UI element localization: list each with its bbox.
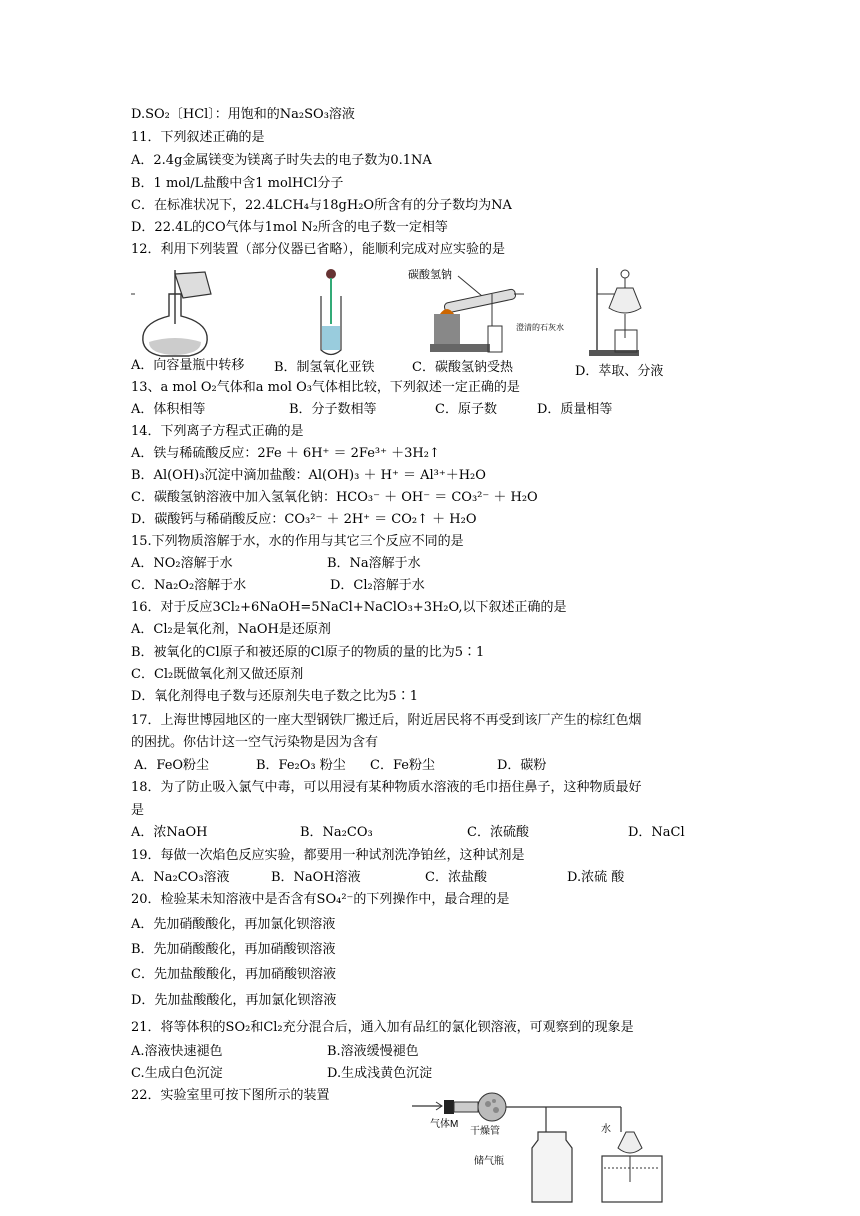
question-22: 22．实验室里可按下图所示的装置 (131, 1088, 330, 1103)
q19-option-d: D.浓硫 酸 (567, 870, 625, 885)
figure-caption-b: B．制氢氧化亚铁 (274, 360, 375, 375)
question-16: 16．对于反应3Cl₂+6NaOH=5NaCl+NaClO₃+3H₂O,以下叙述正确的是 (131, 600, 567, 615)
question-17-cont: 的困扰。你估计这一空气污染物是因为含有 (131, 735, 379, 750)
q16-option-d: D．氧化剂得电子数与还原剂失电子数之比为5∶1 (131, 689, 418, 704)
volumetric-flask-figure (131, 264, 271, 356)
q16-option-a: A．Cl₂是氧化剂，NaOH是还原剂 (131, 622, 331, 637)
q18-option-d: D．NaCl (628, 825, 685, 840)
q19-option-c: C．浓盐酸 (425, 870, 487, 885)
q15-option-b: B．Na溶解于水 (327, 556, 421, 571)
q20-option-c: C．先加盐酸酸化，再加硝酸钡溶液 (131, 967, 336, 982)
q14-option-d: D．碳酸钙与稀硝酸反应：CO₃²⁻ ＋ 2H⁺ ＝ CO₂↑ ＋ H₂O (131, 512, 477, 527)
q15-option-a: A．NO₂溶解于水 (131, 556, 233, 571)
q17-option-d: D．碳粉 (497, 758, 547, 773)
gas-collection-apparatus-figure (396, 1092, 686, 1206)
separatory-funnel-figure (583, 264, 663, 358)
q11-option-d: D．22.4L的CO气体与1mol N₂所含的电子数一定相等 (131, 220, 448, 235)
q21-option-c: C.生成白色沉淀 (131, 1066, 223, 1081)
q21-option-a: A.溶液快速褪色 (131, 1044, 223, 1059)
question-13: 13、a mol O₂气体和a mol O₃气体相比较，下列叙述一定正确的是 (131, 380, 520, 395)
q21-option-b: B.溶液缓慢褪色 (327, 1044, 419, 1059)
label-storage-bottle: 储气瓶 (474, 1156, 504, 1167)
question-14: 14．下列离子方程式正确的是 (131, 424, 304, 439)
q20-option-b: B．先加硝酸酸化，再加硝酸钡溶液 (131, 942, 336, 957)
q13-option-b: B．分子数相等 (289, 402, 377, 417)
q17-option-c: C．Fe粉尘 (370, 758, 435, 773)
q17-option-a: A．FeO粉尘 (134, 758, 210, 773)
q18-option-a: A．浓NaOH (131, 825, 208, 840)
q18-option-c: C．浓硫酸 (467, 825, 529, 840)
question-21: 21．将等体积的SO₂和Cl₂充分混合后，通入加有品红的氯化钡溶液，可观察到的现象是 (131, 1020, 634, 1035)
label-drying-tube: 干燥管 (470, 1126, 500, 1137)
figure-caption-c: C．碳酸氢钠受热 (412, 360, 513, 375)
question-12: 12．利用下列装置（部分仪器已省略），能顺利完成对应实验的是 (131, 242, 506, 257)
q15-option-d: D．Cl₂溶解于水 (330, 578, 425, 593)
q19-option-b: B．NaOH溶液 (271, 870, 361, 885)
label-limewater: 澄清的石灰水 (516, 323, 564, 332)
q20-option-a: A．先加硝酸酸化，再加氯化钡溶液 (131, 917, 336, 932)
heating-apparatus-figure (404, 266, 564, 358)
q15-option-c: C．Na₂O₂溶解于水 (131, 578, 247, 593)
label-gas-m: 气体M (430, 1119, 459, 1130)
q13-option-c: C．原子数 (435, 402, 497, 417)
q14-option-b: B．Al(OH)₃沉淀中滴加盐酸：Al(OH)₃ ＋ H⁺ ＝ Al³⁺＋H₂O (131, 468, 486, 483)
question-11: 11．下列叙述正确的是 (131, 130, 265, 145)
q21-option-d: D.生成浅黄色沉淀 (327, 1066, 433, 1081)
q13-option-d: D．质量相等 (537, 402, 613, 417)
q16-option-c: C．Cl₂既做氧化剂又做还原剂 (131, 667, 304, 682)
q14-option-c: C．碳酸氢钠溶液中加入氢氧化钠：HCO₃⁻ ＋ OH⁻ ＝ CO₃²⁻ ＋ H₂O (131, 490, 538, 505)
q20-option-d: D．先加盐酸酸化，再加氯化钡溶液 (131, 993, 337, 1008)
test-tube-dropper-figure (316, 264, 346, 359)
q13-option-a: A．体积相等 (131, 402, 206, 417)
q19-option-a: A．Na₂CO₃溶液 (131, 870, 230, 885)
q16-option-b: B．被氧化的Cl原子和被还原的Cl原子的物质的量的比为5∶1 (131, 645, 485, 660)
label-water: 水 (601, 1124, 611, 1135)
q17-option-b: B．Fe₂O₃ 粉尘 (256, 758, 346, 773)
figure-caption-a: A．向容量瓶中转移 (131, 358, 245, 373)
question-18-cont: 是 (131, 803, 145, 818)
figure-caption-d: D．萃取、分液 (575, 364, 664, 379)
q18-option-b: B．Na₂CO₃ (300, 825, 373, 840)
q14-option-a: A．铁与稀硫酸反应：2Fe ＋ 6H⁺ ＝ 2Fe³⁺ ＋3H₂↑ (131, 446, 440, 461)
line-d-option: D.SO₂〔HCl〕：用饱和的Na₂SO₃溶液 (131, 107, 355, 122)
question-20: 20．检验某未知溶液中是否含有SO₄²⁻的下列操作中，最合理的是 (131, 892, 510, 907)
label-sodium-bicarbonate: 碳酸氢钠 (408, 269, 452, 281)
question-17: 17．上海世博园地区的一座大型钢铁厂搬迁后，附近居民将不再受到该厂产生的棕红色烟 (131, 713, 642, 728)
q11-option-b: B．1 mol/L盐酸中含1 molHCl分子 (131, 176, 344, 191)
q11-option-a: A．2.4g金属镁变为镁离子时失去的电子数为0.1NA (131, 153, 432, 168)
question-18: 18．为了防止吸入氯气中毒，可以用浸有某种物质水溶液的毛巾捂住鼻子，这种物质最好 (131, 780, 642, 795)
q11-option-c: C．在标准状况下，22.4LCH₄与18gH₂O所含有的分子数均为NA (131, 198, 512, 213)
question-19: 19．每做一次焰色反应实验，都要用一种试剂洗净铂丝，这种试剂是 (131, 848, 525, 863)
question-15: 15.下列物质溶解于水，水的作用与其它三个反应不同的是 (131, 534, 464, 549)
